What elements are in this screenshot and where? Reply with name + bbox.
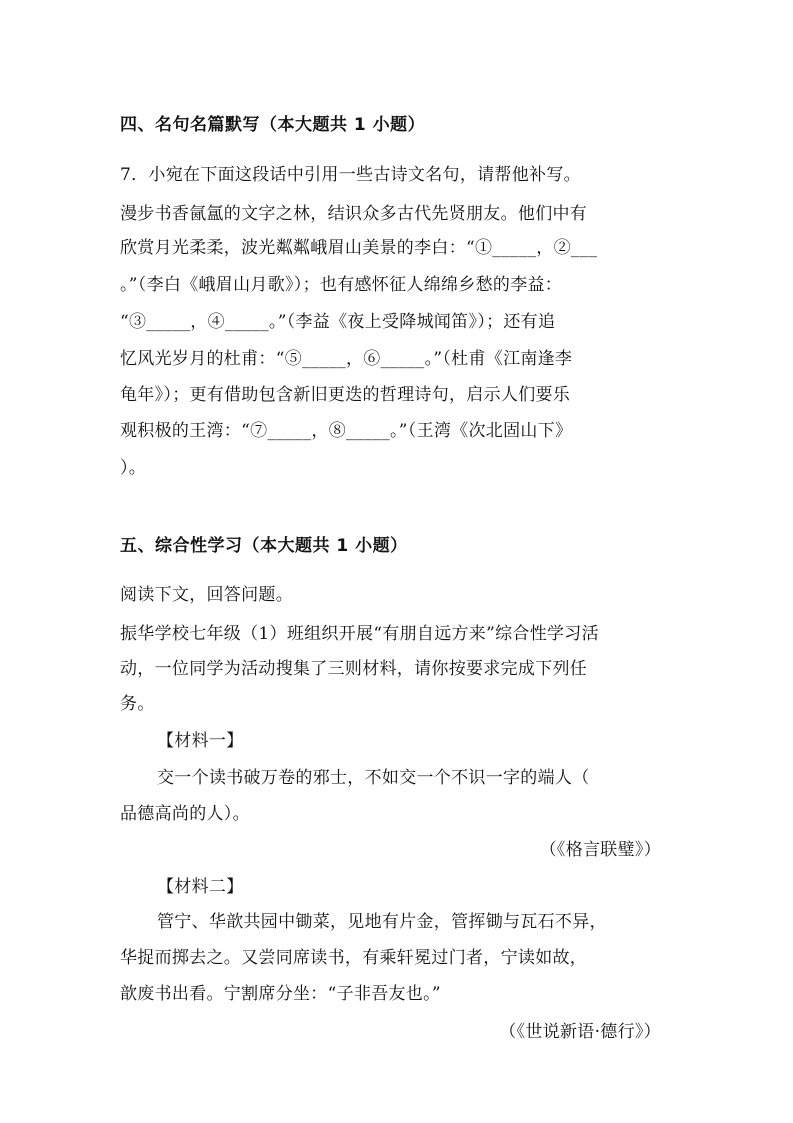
question-7-line-1: 7．小宛在下面这段话中引用一些古诗文名句，请帮他补写。 bbox=[120, 165, 581, 185]
question-7-line-3: 欣赏月光柔柔，波光粼粼峨眉山美景的李白：“①_____，②___ bbox=[120, 238, 598, 258]
material2-line-2: 华捉而掷去之。又尝同席读书，有乘轩冕过门者，宁读如故， bbox=[120, 948, 588, 968]
section5-intro: 阅读下文，回答问题。 bbox=[120, 585, 293, 605]
section5-para-line-2: 动，一位同学为活动搜集了三则材料，请你按要求完成下列任 bbox=[120, 659, 588, 679]
section4-heading: 四、名句名篇默写（本大题共 1 小题） bbox=[120, 115, 426, 135]
question-7-line-6: 忆风光岁月的杜甫：“⑤_____，⑥_____。”（杜甫《江南逢李 bbox=[120, 349, 573, 369]
material2-source: （《世说新语·德行》） bbox=[499, 1022, 661, 1042]
question-7-line-8: 观积极的王湾：“⑦_____，⑧_____。”（王湾《次北固山下》 bbox=[120, 421, 573, 441]
material2-label: 【材料二】 bbox=[157, 877, 244, 897]
question-7-line-5: “③_____，④_____。”（李益《夜上受降城闻笛》）；还有追 bbox=[120, 312, 556, 332]
section5-heading: 五、综合性学习（本大题共 1 小题） bbox=[120, 536, 408, 556]
question-7-line-2: 漫步书香氤氲的文字之林，结识众多古代先贤朋友。他们中有 bbox=[120, 204, 588, 224]
material2-line-3: 歆废书出看。宁割席分坐：“子非吾友也。” bbox=[120, 984, 441, 1004]
question-7-line-4: 。”（李白《峨眉山月歌》）；也有感怀征人绵绵乡愁的李益： bbox=[120, 275, 563, 295]
material2-line-1: 管宁、华歆共园中锄菜，见地有片金，管挥锄与瓦石不异， bbox=[157, 912, 607, 932]
material1-label: 【材料一】 bbox=[157, 731, 244, 751]
section5-para-line-1: 振华学校七年级（1）班组织开展“有朋自远方来”综合性学习活 bbox=[120, 624, 599, 644]
material1-line-1: 交一个读书破万卷的邪士，不如交一个不识一字的端人（ bbox=[157, 768, 590, 788]
section5-para-line-3: 务。 bbox=[120, 694, 155, 714]
material1-source: （《格言联璧》） bbox=[539, 840, 661, 860]
material1-line-2: 品德高尚的人）。 bbox=[120, 804, 250, 824]
question-7-line-7: 龟年》）；更有借助包含新旧更迭的哲理诗句，启示人们要乐 bbox=[120, 385, 571, 405]
question-7-line-9: ）。 bbox=[120, 458, 147, 478]
